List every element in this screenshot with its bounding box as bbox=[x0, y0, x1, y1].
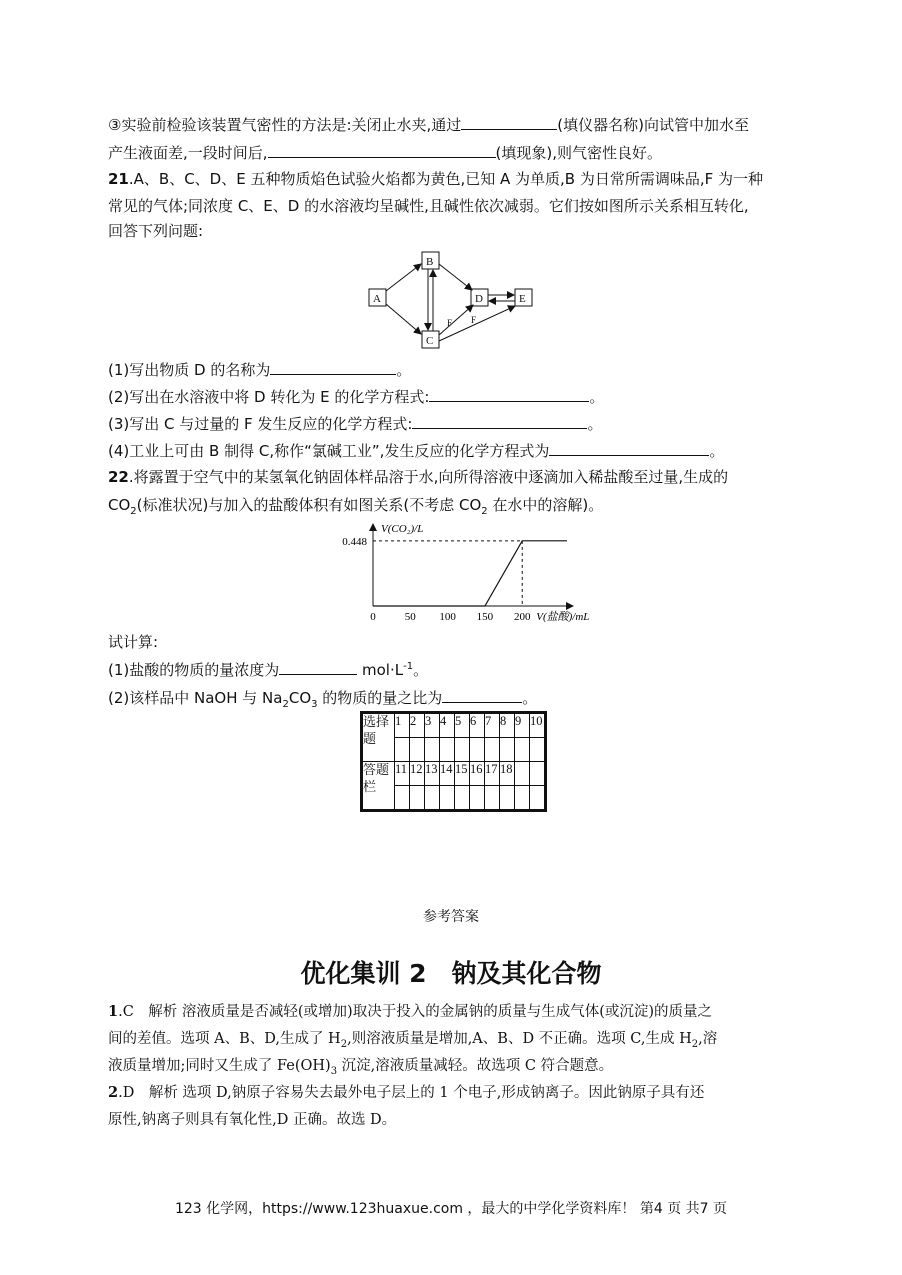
subscript: 2 bbox=[340, 1038, 348, 1050]
grid-answer-cell[interactable] bbox=[470, 786, 485, 811]
answer-text: .D 解析 选项 D,钠原子容易失去最外电子层上的 1 个电子,形成钠离子。因此钠原子具有还 bbox=[118, 1085, 705, 1101]
answer-1-line-1 bbox=[108, 1002, 712, 1022]
q22-line-1 bbox=[108, 467, 728, 487]
grid-number-cell: 2 bbox=[410, 713, 425, 738]
q21-line-3 bbox=[108, 221, 203, 241]
grid-number-cell: 3 bbox=[425, 713, 440, 738]
x-tick-label: 0 bbox=[370, 611, 376, 623]
q21-sub-text: 。 bbox=[587, 415, 603, 433]
arrow-C-D bbox=[439, 305, 473, 335]
grid-answer-cell[interactable] bbox=[425, 738, 440, 762]
q21-sub-text: 。 bbox=[589, 388, 605, 406]
grid-number-cell bbox=[530, 762, 546, 786]
grid-number-cell: 5 bbox=[455, 713, 470, 738]
q21-line-2 bbox=[108, 196, 749, 216]
grid-number-cell: 1 bbox=[395, 713, 410, 738]
q21-text: .A、B、C、D、E 五种物质焰色试验火焰都为黄色,已知 A 为单质,B 为日常所需调味品,F 为一种 bbox=[128, 170, 764, 188]
grid-label-text: 选择 bbox=[363, 715, 390, 730]
x-tick-label: 50 bbox=[404, 611, 416, 623]
q21-line-1 bbox=[108, 169, 763, 189]
answers-header: 参考答案 bbox=[423, 909, 479, 925]
edge-F-label: F bbox=[447, 318, 453, 328]
grid-number-cell: 8 bbox=[500, 713, 515, 738]
x-tick-label: 150 bbox=[476, 611, 494, 623]
node-D-label: D bbox=[475, 293, 483, 305]
grid-answer-cell[interactable] bbox=[410, 786, 425, 811]
answer-1-line-2 bbox=[108, 1029, 717, 1049]
x-axis-label: V(盐酸)/mL bbox=[536, 611, 590, 623]
q20-text: (填现象),则气密性良好。 bbox=[495, 144, 663, 162]
grid-answer-cell[interactable] bbox=[470, 738, 485, 762]
q21-sub-text: 。 bbox=[709, 442, 725, 460]
grid-answer-cell[interactable] bbox=[440, 786, 455, 811]
q21-sub-4 bbox=[108, 440, 724, 461]
answer-number: 2 bbox=[108, 1084, 119, 1101]
grid-answer-cell[interactable] bbox=[455, 738, 470, 762]
q22-sub-text: 。 bbox=[413, 661, 429, 679]
q22-sub-2 bbox=[108, 687, 537, 708]
answer-blank bbox=[279, 659, 357, 675]
arrow-A-B bbox=[386, 264, 421, 291]
superscript: -1 bbox=[403, 661, 414, 672]
grid-number-cell: 6 bbox=[470, 713, 485, 738]
subscript: 2 bbox=[282, 699, 289, 710]
q20-text: (填仪器名称)向试管中加水至 bbox=[557, 116, 749, 134]
q22-sub-text: mol·L bbox=[357, 661, 404, 679]
grid-answer-cell[interactable] bbox=[455, 786, 470, 811]
grid-label-top bbox=[362, 713, 395, 762]
subscript: 2 bbox=[691, 1038, 699, 1050]
answer-blank bbox=[429, 386, 589, 402]
q22-line-2 bbox=[108, 495, 603, 515]
q22-calc-label bbox=[108, 632, 158, 652]
answer-text: 原性,钠离子则具有氧化性,D 正确。故选 D。 bbox=[108, 1112, 397, 1128]
grid-number-cell: 13 bbox=[425, 762, 440, 786]
q20-line-2 bbox=[108, 142, 662, 163]
subscript: 2 bbox=[130, 506, 137, 517]
answer-text: ,则溶液质量是增加,A、B、D 不正确。选项 C,生成 H bbox=[347, 1031, 692, 1047]
grid-label-text: 答题 bbox=[363, 763, 390, 778]
q22-text: .将露置于空气中的某氢氧化钠固体样品溶于水,向所得溶液中逐滴加入稀盐酸至过量,生成的 bbox=[128, 468, 729, 486]
question-number: 21 bbox=[108, 170, 129, 188]
q22-text: 试计算: bbox=[108, 633, 159, 651]
q22-sub-text: CO bbox=[288, 689, 312, 707]
grid-number-cell: 9 bbox=[515, 713, 530, 738]
answer-text: ,溶 bbox=[698, 1031, 718, 1047]
edge-F-label: F bbox=[471, 315, 477, 325]
x-tick-label: 200 bbox=[513, 611, 531, 623]
q20-text: 产生液面差,一段时间后, bbox=[108, 144, 268, 162]
grid-number-cell: 12 bbox=[410, 762, 425, 786]
answer-blank bbox=[549, 440, 709, 456]
q21-sub-text: (1)写出物质 D 的名称为 bbox=[108, 361, 271, 379]
node-C-label: C bbox=[426, 335, 434, 347]
answer-text: .C 解析 溶液质量是否减轻(或增加)取决于投入的金属钠的质量与生成气体(或沉淀)的质量之 bbox=[118, 1004, 713, 1020]
subscript: 2 bbox=[481, 506, 488, 517]
q21-transform-diagram bbox=[360, 245, 540, 353]
page-footer: 123 化学网，https://www.123huaxue.com ，最大的中学化学资料库！ 第4 页 共7 页 bbox=[174, 1201, 728, 1217]
grid-answer-cell[interactable] bbox=[485, 786, 500, 811]
grid-answer-cell[interactable] bbox=[440, 738, 455, 762]
grid-number-cell: 4 bbox=[440, 713, 455, 738]
q21-sub-text: (2)写出在水溶液中将 D 转化为 E 的化学方程式: bbox=[108, 388, 430, 406]
x-tick-label: 100 bbox=[439, 611, 456, 623]
grid-number-cell: 16 bbox=[470, 762, 485, 786]
answer-number: 1 bbox=[108, 1003, 119, 1020]
answer-blank bbox=[442, 687, 522, 703]
grid-number-cell: 10 bbox=[530, 713, 546, 738]
grid-answer-cell[interactable] bbox=[485, 738, 500, 762]
answer-blank bbox=[412, 413, 587, 429]
grid-label-bottom bbox=[362, 762, 395, 811]
q21-sub-1 bbox=[108, 359, 411, 380]
grid-number-cell: 17 bbox=[485, 762, 500, 786]
grid-answer-cell[interactable] bbox=[515, 786, 530, 811]
q22-text: (标准状况)与加入的盐酸体积有如图关系(不考虑 CO bbox=[136, 496, 482, 514]
grid-answer-cell[interactable] bbox=[530, 786, 546, 811]
grid-number-cell bbox=[515, 762, 530, 786]
subscript: 3 bbox=[330, 1065, 338, 1077]
question-number: 22 bbox=[108, 468, 129, 486]
grid-number-cell: 15 bbox=[455, 762, 470, 786]
q21-sub-text: (4)工业上可由 B 制得 C,称作“氯碱工业”,发生反应的化学方程式为 bbox=[108, 442, 550, 460]
q22-sub-text: 。 bbox=[522, 689, 538, 707]
grid-number-cell: 14 bbox=[440, 762, 455, 786]
grid-number-cell: 7 bbox=[485, 713, 500, 738]
q21-text: 常见的气体;同浓度 C、E、D 的水溶液均呈碱性,且碱性依次减弱。它们按如图所示关系相互转化, bbox=[108, 197, 749, 215]
answer-text: 沉淀,溶液质量减轻。故选项 C 符合题意。 bbox=[337, 1058, 614, 1074]
q21-sub-3 bbox=[108, 413, 603, 434]
answer-grid-table bbox=[360, 711, 547, 812]
y-tick-label: 0.448 bbox=[342, 535, 367, 548]
answer-1-line-3 bbox=[108, 1056, 613, 1076]
grid-answer-cell[interactable] bbox=[530, 738, 546, 762]
q21-sub-text: (3)写出 C 与过量的 F 发生反应的化学方程式: bbox=[108, 415, 413, 433]
grid-answer-cell[interactable] bbox=[500, 786, 515, 811]
answer-blank bbox=[270, 359, 396, 375]
grid-answer-cell[interactable] bbox=[395, 738, 410, 762]
grid-answer-cell[interactable] bbox=[515, 738, 530, 762]
co2-volume-chart bbox=[335, 518, 590, 628]
y-axis-label: V(CO₂)/L bbox=[381, 523, 424, 535]
q22-sub-text: (1)盐酸的物质的量浓度为 bbox=[108, 661, 280, 679]
arrow-A-C bbox=[386, 304, 421, 334]
answer-blank bbox=[461, 114, 557, 130]
node-B-label: B bbox=[426, 256, 434, 268]
q20-line-1 bbox=[108, 114, 749, 135]
answer-text: 液质量增加;同时又生成了 Fe(OH) bbox=[108, 1058, 331, 1074]
q22-text: CO bbox=[108, 496, 131, 514]
q21-sub-text: 。 bbox=[396, 361, 412, 379]
series-line bbox=[373, 541, 567, 606]
grid-answer-cell[interactable] bbox=[410, 738, 425, 762]
answer-2-line-2 bbox=[108, 1110, 396, 1130]
subscript: 3 bbox=[311, 699, 318, 710]
grid-answer-cell[interactable] bbox=[425, 786, 440, 811]
answer-text: 间的差值。选项 A、B、D,生成了 H bbox=[108, 1031, 341, 1047]
answer-2-line-1 bbox=[108, 1083, 704, 1103]
q20-text: ③实验前检验该装置气密性的方法是:关闭止水夹,通过 bbox=[108, 116, 462, 134]
grid-answer-cell[interactable] bbox=[395, 786, 410, 811]
q22-sub-text: (2)该样品中 NaOH 与 Na bbox=[108, 689, 283, 707]
node-A-label: A bbox=[373, 293, 381, 305]
q21-sub-2 bbox=[108, 386, 604, 407]
section-title: 优化集训 2 钠及其化合物 bbox=[300, 959, 602, 988]
q22-sub-text: 的物质的量之比为 bbox=[317, 689, 443, 707]
grid-label-text: 栏 bbox=[363, 780, 377, 795]
q21-text: 回答下列问题: bbox=[108, 222, 204, 240]
grid-number-cell: 18 bbox=[500, 762, 515, 786]
q22-sub-1 bbox=[108, 659, 428, 680]
grid-number-cell: 11 bbox=[395, 762, 410, 786]
node-E-label: E bbox=[519, 293, 526, 305]
grid-label-text: 题 bbox=[363, 732, 377, 747]
answer-blank bbox=[268, 142, 496, 158]
arrow-B-D bbox=[439, 264, 472, 290]
grid-answer-cell[interactable] bbox=[500, 738, 515, 762]
q22-text: 在水中的溶解)。 bbox=[487, 496, 604, 514]
